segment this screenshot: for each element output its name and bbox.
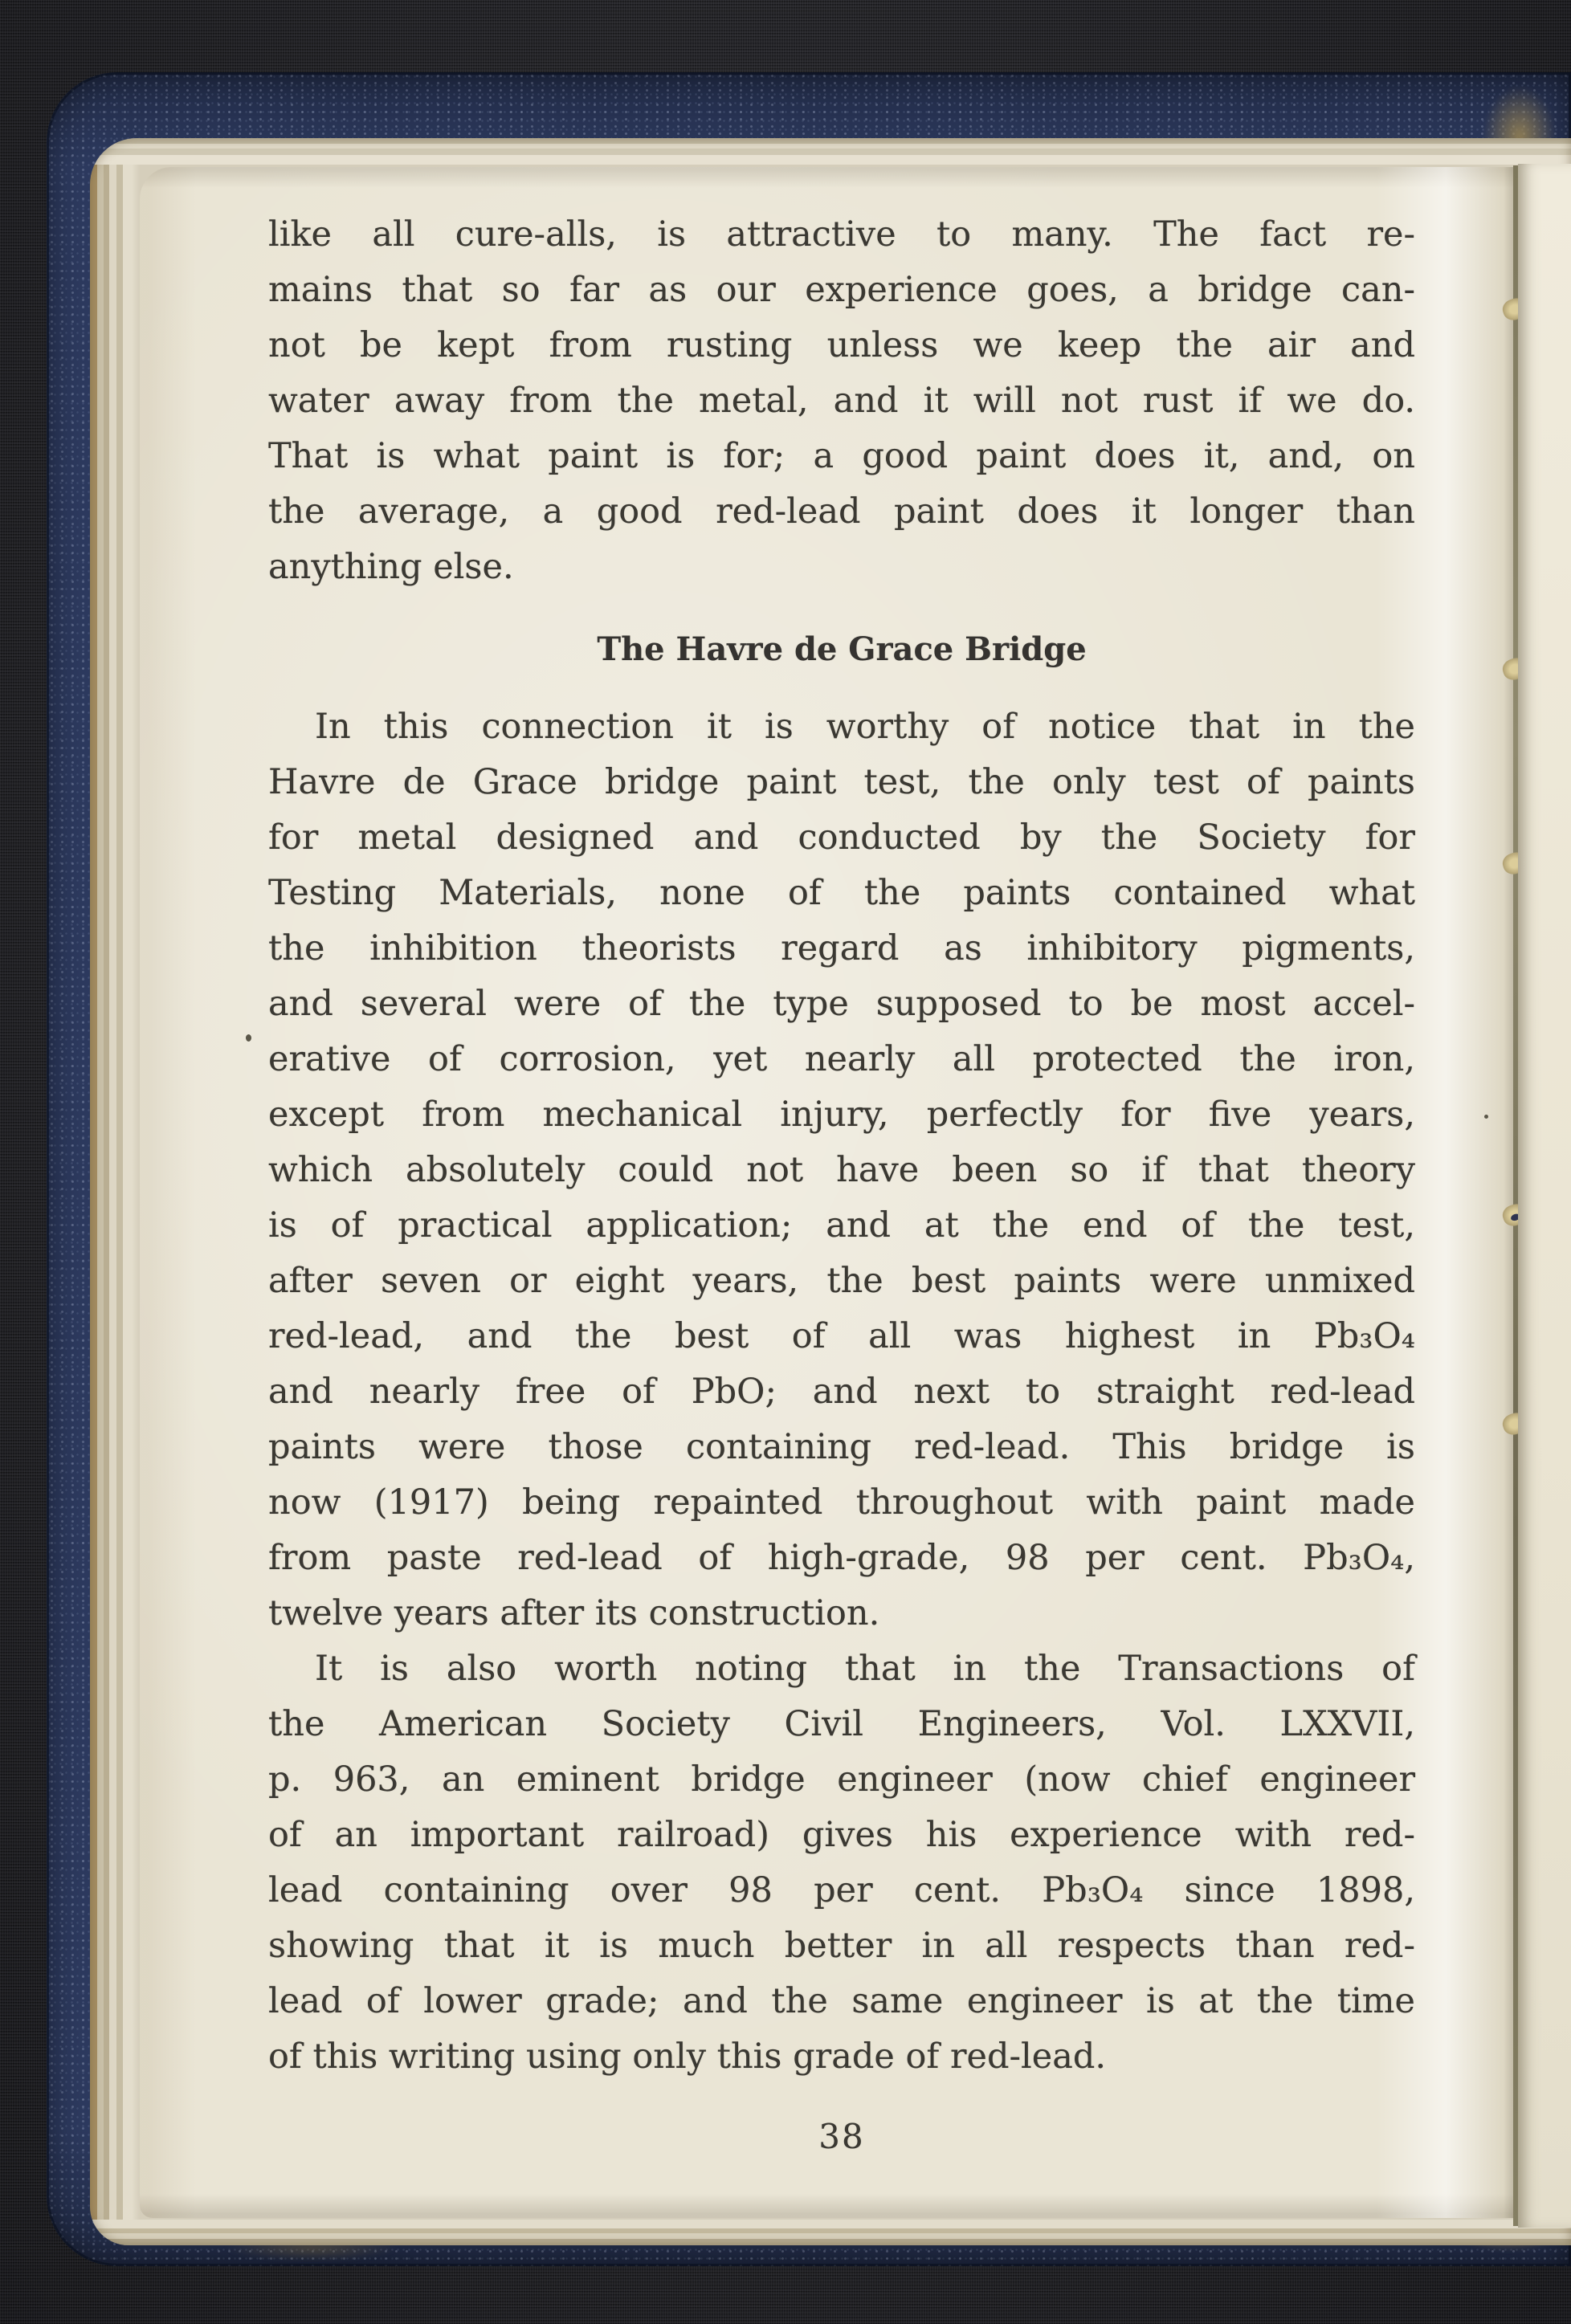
text-line: twelve years after its construction. xyxy=(268,1593,880,1633)
text-line: the inhibition theorists regard as inhibitory pigments, xyxy=(268,928,1415,968)
text-line: and nearly free of PbO; and next to straight red-lead xyxy=(268,1372,1415,1412)
text-line: paints were those containing red-lead. This bridge is xyxy=(268,1427,1415,1467)
text-line: from paste red-lead of high-grade, 98 per cent. Pb₃O₄, xyxy=(268,1538,1415,1578)
paragraph xyxy=(268,1641,1415,2085)
paragraph xyxy=(268,699,1415,1641)
text-line: anything else. xyxy=(268,547,514,587)
section-heading: The Havre de Grace Bridge xyxy=(597,630,1087,668)
text-line: which absolutely could not have been so if that theory xyxy=(268,1150,1415,1190)
text-line: for metal designed and conducted by the Society for xyxy=(268,817,1415,858)
text-line: lead of lower grade; and the same engineer is at the time xyxy=(268,1981,1415,2021)
text-line: showing that it is much better in all respects than red- xyxy=(268,1926,1415,1966)
text-line: red-lead, and the best of all was highest in Pb₃O₄ xyxy=(268,1316,1415,1356)
text-line: water away from the metal, and it will not rust if we do. xyxy=(268,381,1415,421)
text-line: In this connection it is worthy of notice that in the xyxy=(315,707,1415,747)
text-line: of an important railroad) gives his experience with red- xyxy=(268,1815,1415,1855)
text-line: Testing Materials, none of the paints contained what xyxy=(268,873,1415,913)
page-number: 38 xyxy=(818,2117,865,2156)
text-line: That is what paint is for; a good paint does it, and, on xyxy=(268,436,1415,476)
text-line: and several were of the type supposed to be most accel- xyxy=(268,984,1415,1024)
dust-speck xyxy=(1484,1115,1488,1119)
text-line: not be kept from rusting unless we keep the air and xyxy=(268,325,1415,365)
page-text-block xyxy=(268,207,1415,2164)
facing-page-edge xyxy=(1518,164,1571,2228)
text-line: after seven or eight years, the best paints were unmixed xyxy=(268,1261,1415,1301)
dust-speck xyxy=(246,1034,251,1042)
text-line: the American Society Civil Engineers, Vol. LXXVII, xyxy=(268,1704,1415,1744)
text-line: except from mechanical injury, perfectly for five years, xyxy=(268,1095,1415,1135)
text-line: It is also worth noting that in the Transactions of xyxy=(315,1649,1415,1689)
text-line: like all cure-alls, is attractive to many. The fact re- xyxy=(268,214,1415,255)
text-line: of this writing using only this grade of red-lead. xyxy=(268,2037,1107,2077)
text-line: the average, a good red-lead paint does it longer than xyxy=(268,491,1415,532)
text-line: p. 963, an eminent bridge engineer (now chief engineer xyxy=(268,1759,1415,1800)
text-line: mains that so far as our experience goes, a bridge can- xyxy=(268,270,1415,310)
text-line: Havre de Grace bridge paint test, the only test of paints xyxy=(268,762,1415,802)
text-line: now (1917) being repainted throughout with paint made xyxy=(268,1482,1415,1523)
text-line: erative of corrosion, yet nearly all protected the iron, xyxy=(268,1039,1415,1079)
text-line: is of practical application; and at the end of the test, xyxy=(268,1205,1415,1246)
text-line: lead containing over 98 per cent. Pb₃O₄ since 1898, xyxy=(268,1870,1415,1910)
paragraph xyxy=(268,207,1415,595)
